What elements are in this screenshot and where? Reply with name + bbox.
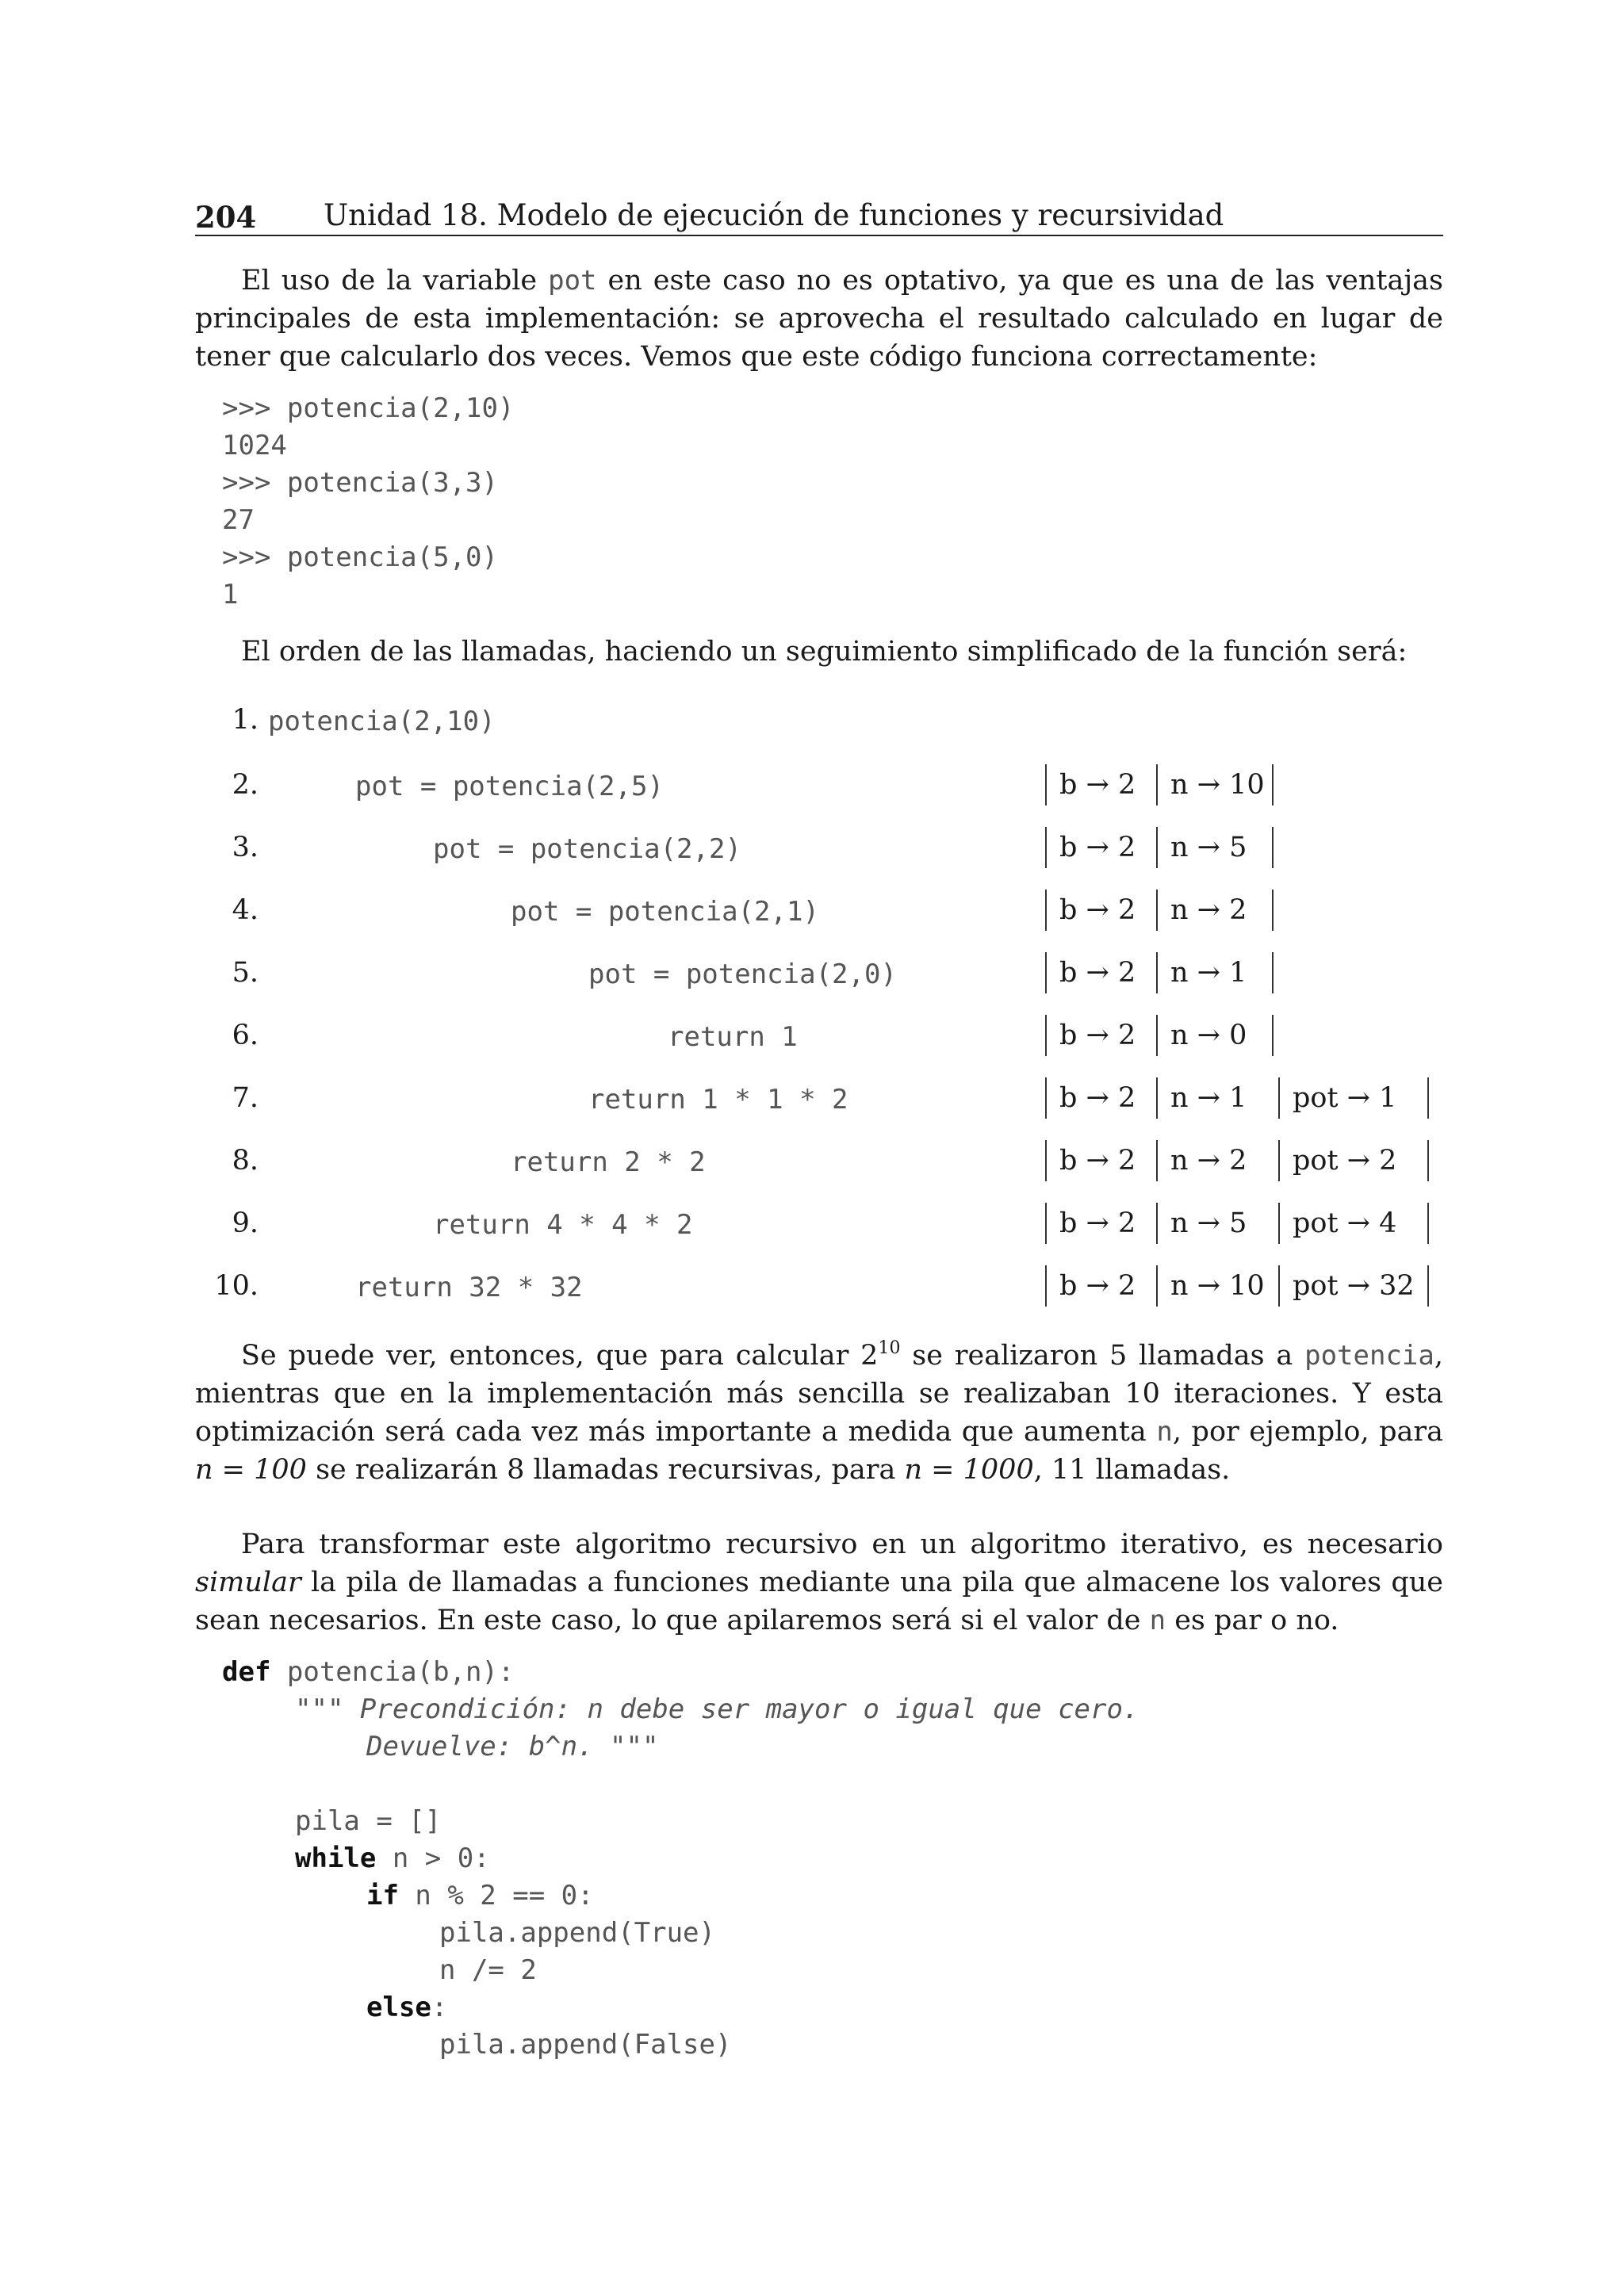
paragraph-intro [195,262,1443,376]
paragraph-text: , por ejemplo, para [1172,1416,1444,1448]
math-expression: n = 100 [195,1454,307,1486]
trace-cell-n: n → 5 [1156,1203,1274,1244]
console-line: 27 [222,504,255,536]
docstring-line: Devuelve: b^n. """ [366,1731,659,1762]
trace-cell-n: n → 0 [1156,1015,1274,1056]
trace-cell-b: b → 2 [1045,1140,1156,1181]
trace-code: return 2 * 2 [511,1146,706,1178]
code-line: pila = [] [295,1805,442,1837]
trace-number: 9. [232,1207,259,1239]
trace-number: 4. [232,894,259,926]
paragraph-text: se realizaron 5 llamadas a [900,1340,1305,1372]
trace-code: return 1 [668,1021,798,1053]
code-line [366,1989,447,2026]
paragraph-text: , mientras que en la implementación más sencilla se realizaban 10 iteraciones. Y esta optimización será cada vez más importante a medida que aumenta [195,1340,1443,1448]
paragraph-text: , 11 llamadas. [1033,1454,1231,1486]
trace-cell-pot: pot → 2 [1278,1140,1429,1181]
inline-code: n [1156,1416,1173,1448]
console-line: 1024 [222,430,287,461]
paragraph-analysis [195,1337,1443,1489]
trace-code: potencia(2,10) [268,706,496,737]
trace-number: 8. [232,1145,259,1177]
trace-number: 5. [232,957,259,989]
code-text: n % 2 == 0: [398,1880,594,1911]
console-line: >>> potencia(5,0) [222,541,498,573]
page-number: 204 [195,200,257,235]
inline-code: potencia [1304,1340,1434,1372]
trace-cell-b: b → 2 [1045,764,1156,806]
trace-number: 6. [232,1020,259,1051]
inline-code: n [1149,1605,1166,1636]
trace-cell-pot: pot → 32 [1278,1265,1429,1307]
code-line [295,1840,490,1877]
trace-cell-b: b → 2 [1045,1077,1156,1119]
trace-number: 7. [232,1082,259,1114]
docstring-line: """ Precondición: n debe ser mayor o igual que cero. [295,1693,1139,1725]
trace-cell-b: b → 2 [1045,827,1156,868]
trace-cell-n: n → 10 [1156,1265,1274,1307]
math-expression: n = 1000 [904,1454,1034,1486]
paragraph-text: El orden de las llamadas, haciendo un seguimiento simplificado de la función será: [241,636,1408,668]
trace-cell-n: n → 5 [1156,827,1274,868]
trace-code: return 32 * 32 [355,1272,583,1303]
code-line: n /= 2 [439,1954,537,1986]
inline-code: pot [548,265,597,297]
code-line [222,1654,514,1691]
trace-number: 2. [232,769,259,801]
paragraph-text: Para transformar este algoritmo recursivo en un algoritmo iterativo, es necesario [241,1529,1443,1560]
trace-code: pot = potencia(2,0) [588,959,897,990]
trace-code: pot = potencia(2,5) [355,771,664,802]
trace-cell-n: n → 10 [1156,764,1274,806]
code-line: pila.append(True) [439,1917,715,1949]
trace-code: return 1 * 1 * 2 [588,1084,848,1115]
keyword: while [295,1843,377,1874]
paragraph-text: se realizarán 8 llamadas recursivas, para [306,1454,905,1486]
paragraph-text: Se puede ver, entonces, que para calcular 2 [241,1340,879,1372]
keyword: if [366,1880,399,1911]
trace-cell-pot: pot → 1 [1278,1077,1429,1119]
trace-cell-b: b → 2 [1045,1203,1156,1244]
trace-cell-b: b → 2 [1045,890,1156,931]
trace-code: pot = potencia(2,2) [433,833,741,865]
superscript: 10 [878,1338,901,1358]
emphasis: simular [195,1567,301,1598]
paragraph-iterative [195,1525,1443,1640]
console-line: >>> potencia(3,3) [222,467,498,499]
code-line: pila.append(False) [439,2029,732,2061]
page-header [195,195,1443,236]
code-text: potencia(b,n): [270,1656,515,1688]
trace-cell-n: n → 2 [1156,890,1274,931]
console-line: 1 [222,579,239,610]
trace-code: return 4 * 4 * 2 [433,1209,693,1241]
trace-code: pot = potencia(2,1) [511,896,819,928]
trace-cell-n: n → 2 [1156,1140,1274,1181]
console-line: >>> potencia(2,10) [222,392,515,424]
trace-number: 1. [232,704,259,736]
keyword: else [366,1992,431,2023]
paragraph-text: la pila de llamadas a funciones mediante una pila que almacene los valores que sean necesarios. En este caso, lo que apilaremos será si el valor de [195,1567,1443,1636]
code-text: : [431,1992,448,2023]
code-line [366,1877,594,1915]
paragraph-trace-intro [195,633,1443,671]
chapter-title: Unidad 18. Modelo de ejecución de funciones y recursividad [324,198,1224,232]
trace-cell-b: b → 2 [1045,1265,1156,1307]
trace-number: 3. [232,832,259,863]
paragraph-text: en este caso no es optativo, ya que es una de las ventajas principales de esta implementación: se aprovecha el resultado calculado en lugar de tener que calcularlo dos veces. Vemos que este código funciona correctamente: [195,265,1444,373]
paragraph-text: es par o no. [1166,1605,1339,1636]
paragraph-text: El uso de la variable [241,265,549,297]
trace-number: 10. [214,1270,259,1302]
trace-cell-n: n → 1 [1156,952,1274,993]
trace-cell-n: n → 1 [1156,1077,1274,1119]
code-text: n > 0: [376,1843,490,1874]
trace-cell-b: b → 2 [1045,1015,1156,1056]
trace-cell-b: b → 2 [1045,952,1156,993]
keyword: def [222,1656,271,1688]
trace-cell-pot: pot → 4 [1278,1203,1429,1244]
